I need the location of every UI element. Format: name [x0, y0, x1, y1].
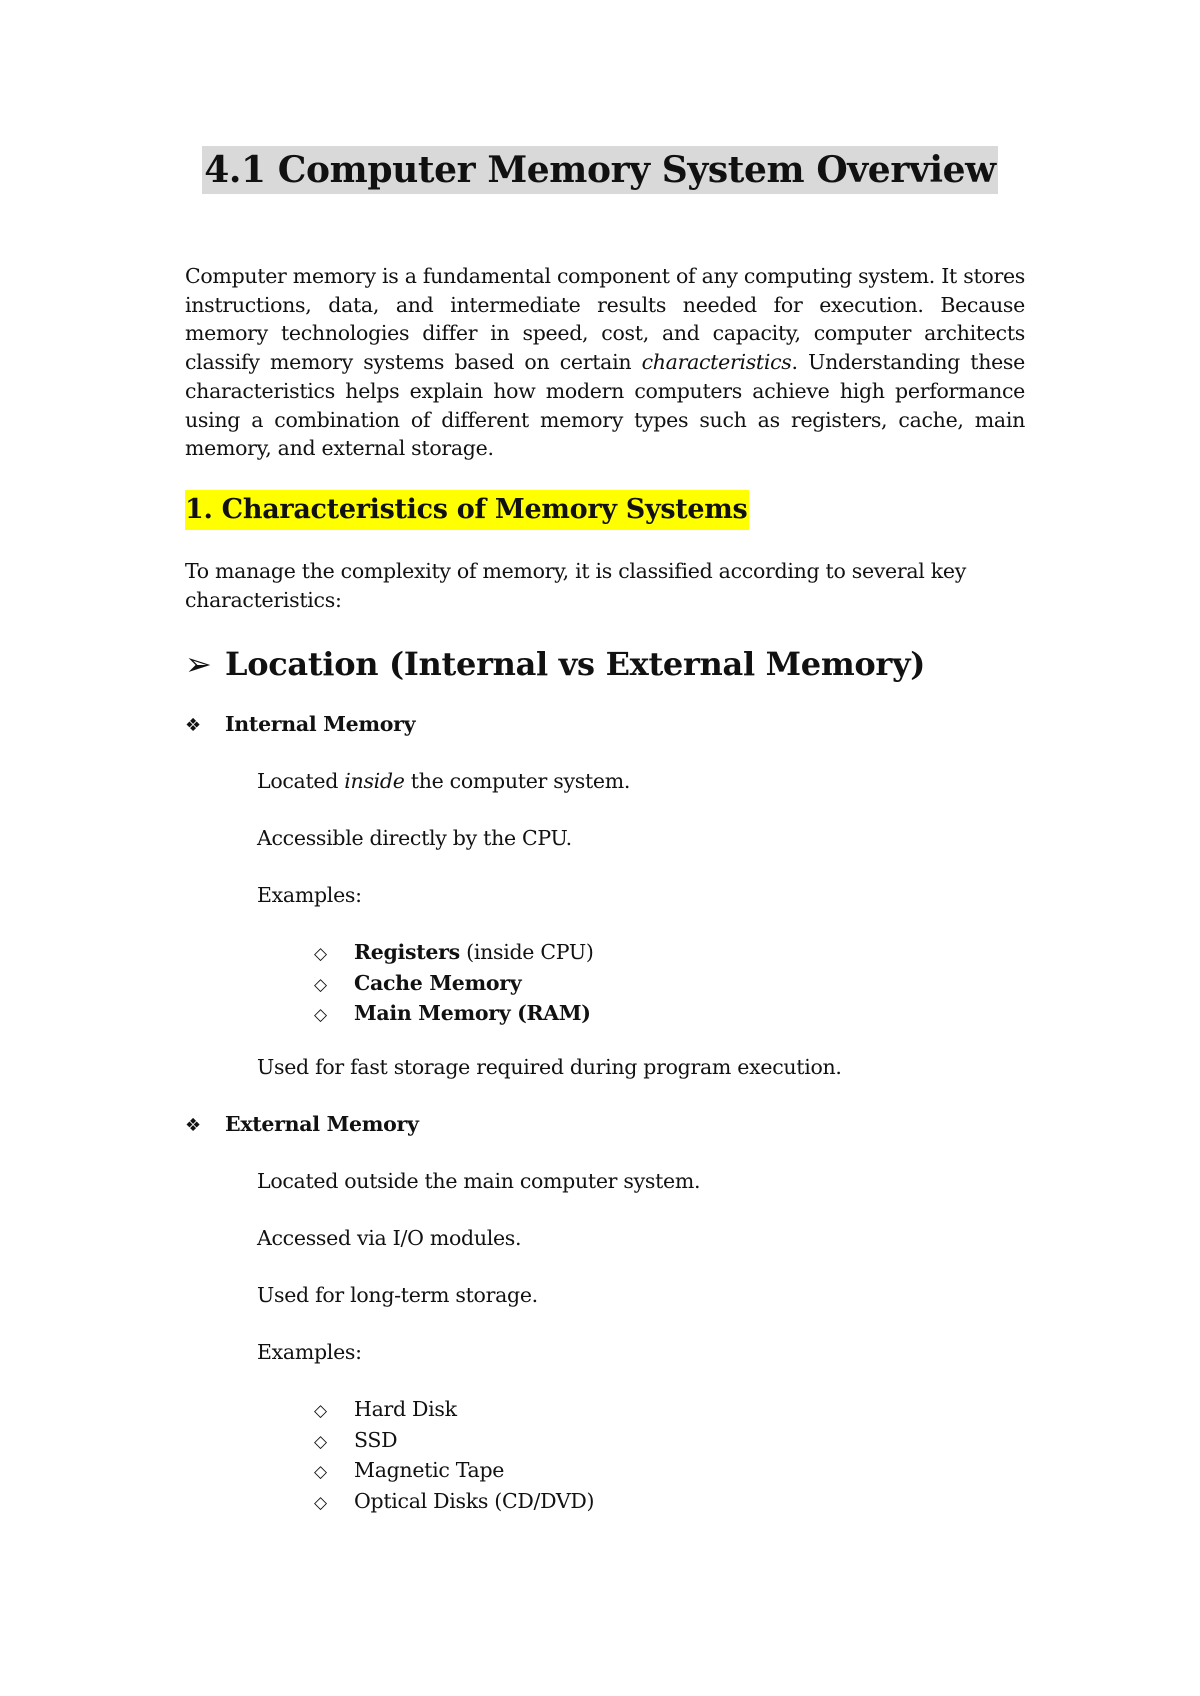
list-item — [314, 938, 594, 969]
intro-text-2: . Understanding these characteristics helps explain how modern computers achieve high performance using a combination of different memory types such as registers, cache, main memory, and external storage. — [185, 350, 1025, 461]
internal-examples-label: Examples: — [257, 883, 362, 907]
title-container — [0, 146, 1200, 194]
list-item-bold: Registers — [354, 940, 460, 964]
external-line-2: Accessed via I/O modules. — [257, 1226, 522, 1250]
list-item-text: Hard Disk — [354, 1397, 457, 1421]
list-item — [314, 1426, 594, 1457]
list-item-text: Magnetic Tape — [354, 1458, 505, 1482]
external-examples-label: Examples: — [257, 1340, 362, 1364]
list-item-rest: (inside CPU) — [459, 940, 594, 964]
list-item — [314, 999, 594, 1030]
internal-line-1-a: Located — [257, 769, 345, 793]
diamond-star-icon: ❖ — [185, 715, 201, 736]
arrow-bullet-icon: ➢ — [185, 645, 212, 683]
list-item-text: SSD — [354, 1427, 398, 1452]
page-title: 4.1 Computer Memory System Overview — [202, 146, 998, 194]
internal-line-1-italic: inside — [344, 769, 405, 793]
internal-line-2: Accessible directly by the CPU. — [257, 826, 572, 850]
location-heading-text: Location (Internal vs External Memory) — [225, 645, 926, 683]
external-line-1: Located outside the main computer system. — [257, 1169, 701, 1193]
diamond-star-icon: ❖ — [185, 1115, 201, 1136]
list-item — [314, 1395, 594, 1426]
list-item — [314, 969, 594, 1000]
list-item-text: Optical Disks (CD/DVD) — [354, 1488, 595, 1513]
internal-examples-list — [314, 938, 594, 1030]
section-heading-container — [185, 490, 749, 530]
external-line-3: Used for long-term storage. — [257, 1283, 538, 1307]
list-item — [314, 1456, 594, 1487]
list-item — [314, 1487, 594, 1518]
external-memory-heading-text: External Memory — [225, 1112, 419, 1136]
external-examples-list — [314, 1395, 594, 1517]
internal-usage: Used for fast storage required during program execution. — [257, 1055, 842, 1079]
hollow-diamond-icon: ◇ — [314, 1492, 327, 1513]
intro-paragraph — [185, 262, 1025, 463]
section-lead-paragraph: To manage the complexity of memory, it is classified according to several key characteristics: — [185, 559, 967, 612]
list-item-bold: Cache Memory — [354, 970, 522, 995]
hollow-diamond-icon: ◇ — [314, 1462, 327, 1482]
hollow-diamond-icon: ◇ — [314, 1005, 327, 1025]
hollow-diamond-icon: ◇ — [314, 1431, 327, 1452]
intro-text-1: Computer memory is a fundamental component of any computing system. It stores instructions, data, and intermediate results needed for execution. Because memory technologies differ in speed, cost, and capacity, computer architects classify memory systems based on certain — [185, 264, 1025, 375]
hollow-diamond-icon: ◇ — [314, 974, 327, 995]
internal-memory-heading — [185, 710, 415, 740]
list-item-bold: Main Memory (RAM) — [354, 1001, 591, 1025]
hollow-diamond-icon: ◇ — [314, 1401, 327, 1421]
external-memory-heading — [185, 1110, 419, 1140]
internal-line-1-b: the computer system. — [404, 769, 631, 793]
hollow-diamond-icon: ◇ — [314, 944, 327, 964]
internal-memory-heading-text: Internal Memory — [225, 712, 416, 736]
intro-italic: characteristics — [641, 350, 792, 375]
section-heading: 1. Characteristics of Memory Systems — [185, 490, 749, 530]
internal-line-1 — [257, 767, 630, 795]
location-heading — [185, 642, 925, 686]
